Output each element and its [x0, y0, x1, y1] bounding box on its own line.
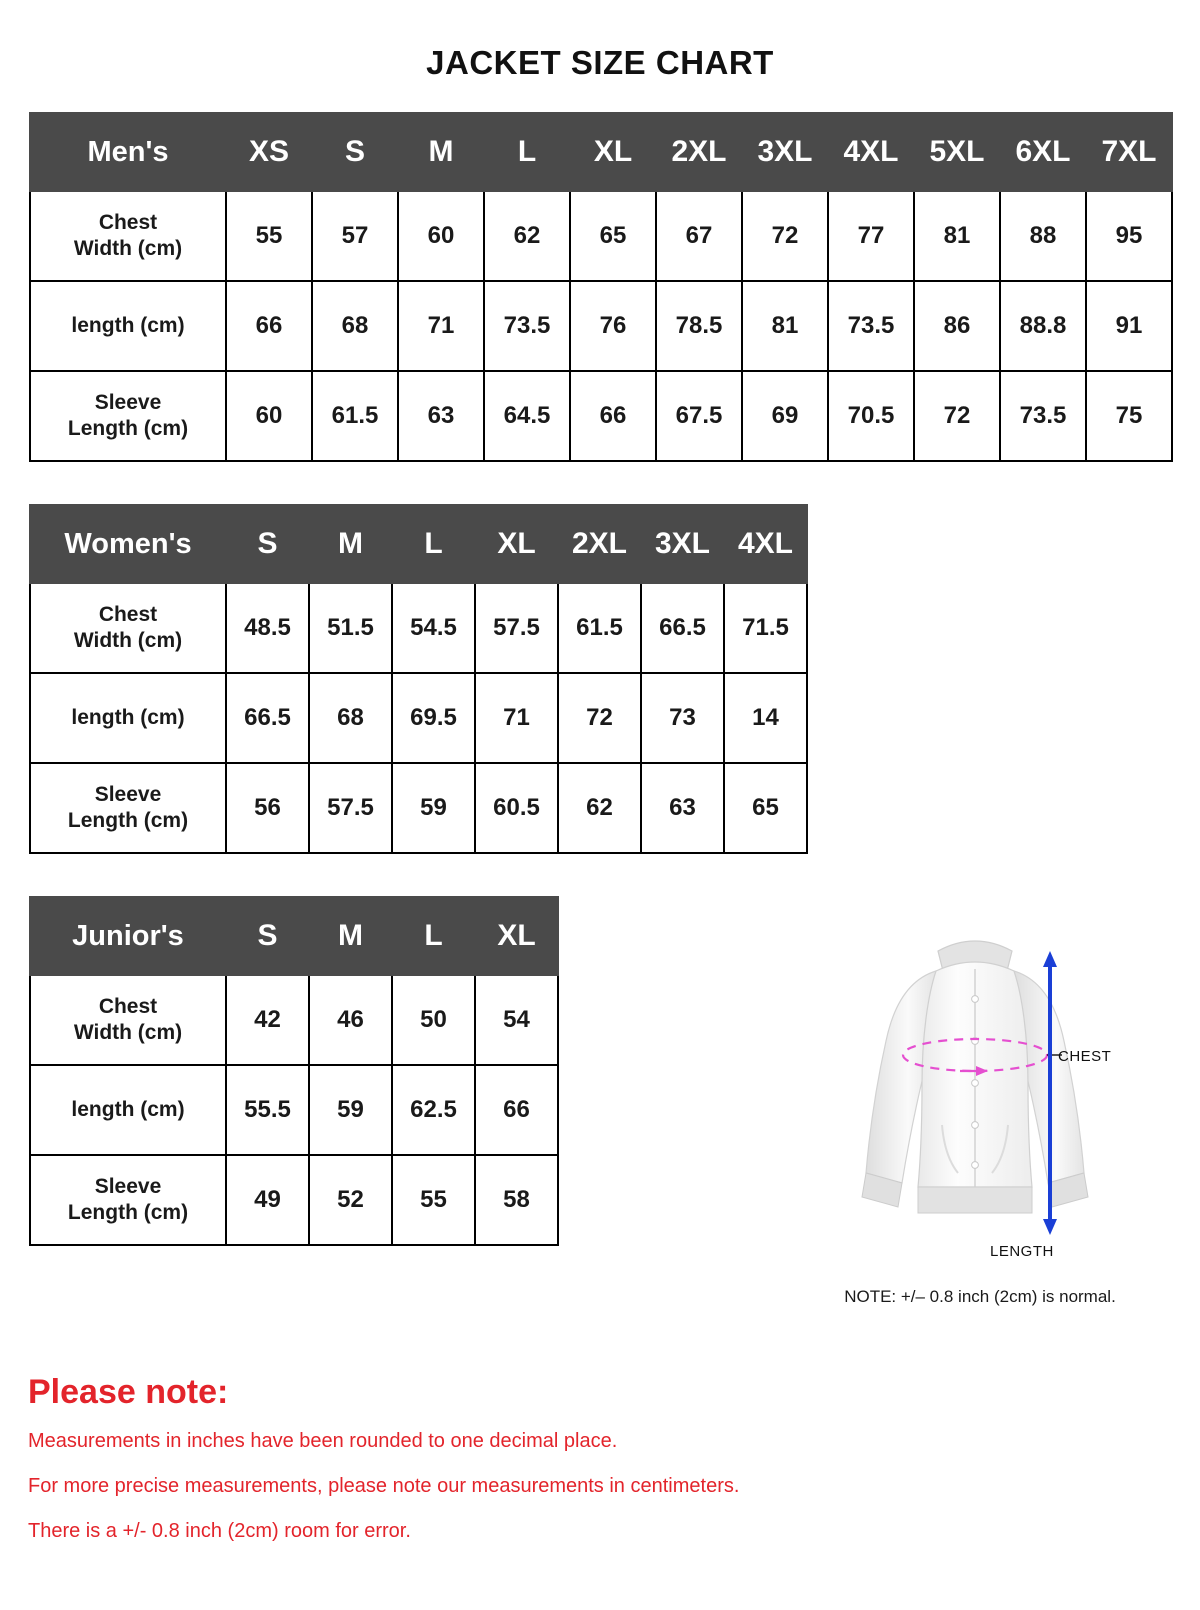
cell: 66 [226, 281, 312, 371]
row-label-sleeve-length [30, 763, 226, 853]
cell: 54 [475, 975, 558, 1065]
size-header-l: L [392, 505, 475, 583]
row-label-chest-width [30, 191, 226, 281]
cell: 50 [392, 975, 475, 1065]
cell: 66.5 [641, 583, 724, 673]
size-header-l: L [392, 897, 475, 975]
cell: 69.5 [392, 673, 475, 763]
cell: 65 [570, 191, 656, 281]
row-label-line2: Width (cm) [73, 629, 183, 652]
size-header-xl: XL [475, 897, 558, 975]
jacket-icon [810, 925, 1140, 1265]
table-spacer [0, 854, 1200, 896]
table-header-row [30, 113, 1172, 191]
size-header-3xl: 3XL [742, 113, 828, 191]
cell: 61.5 [312, 371, 398, 461]
please-note-section [28, 1373, 1168, 1565]
row-label-line1: Chest [98, 994, 158, 1018]
table-header-row [30, 505, 807, 583]
cell: 57.5 [475, 583, 558, 673]
size-header-5xl: 5XL [914, 113, 1000, 191]
size-header-6xl: 6XL [1000, 113, 1086, 191]
cell: 55 [226, 191, 312, 281]
cell: 73.5 [828, 281, 914, 371]
size-header-xl: XL [475, 505, 558, 583]
cell: 70.5 [828, 371, 914, 461]
row-label-chest-width [30, 583, 226, 673]
please-note-line-2: For more precise measurements, please note our measurements in centimeters. [28, 1475, 740, 1497]
size-header-m: M [309, 897, 392, 975]
table-row [30, 371, 1172, 461]
row-label-line1: Sleeve [94, 782, 162, 806]
row-label-length [30, 673, 226, 763]
cell: 66.5 [226, 673, 309, 763]
womens-table-title: Women's [30, 505, 226, 583]
table-header-row [30, 897, 558, 975]
cell: 77 [828, 191, 914, 281]
juniors-size-table [29, 896, 559, 1246]
cell: 46 [309, 975, 392, 1065]
row-label-line1: Sleeve [94, 390, 162, 414]
cell: 57.5 [309, 763, 392, 853]
size-header-2xl: 2XL [558, 505, 641, 583]
size-header-l: L [484, 113, 570, 191]
measurement-illustration [790, 925, 1170, 1325]
size-header-2xl: 2XL [656, 113, 742, 191]
size-header-7xl: 7XL [1086, 113, 1172, 191]
cell: 71.5 [724, 583, 807, 673]
cell: 48.5 [226, 583, 309, 673]
cell: 62.5 [392, 1065, 475, 1155]
cell: 71 [475, 673, 558, 763]
cell: 71 [398, 281, 484, 371]
cell: 55.5 [226, 1065, 309, 1155]
womens-size-table [29, 504, 808, 854]
row-label-line2: Width (cm) [73, 237, 183, 260]
size-header-xs: XS [226, 113, 312, 191]
cell: 73.5 [1000, 371, 1086, 461]
cell: 88.8 [1000, 281, 1086, 371]
row-label-line1: length (cm) [71, 313, 185, 337]
cell: 72 [914, 371, 1000, 461]
juniors-table-title: Junior's [30, 897, 226, 975]
please-note-heading: Please note: [28, 1373, 229, 1411]
cell: 95 [1086, 191, 1172, 281]
row-label-length [30, 1065, 226, 1155]
row-label-line1: Sleeve [94, 1174, 162, 1198]
cell: 54.5 [392, 583, 475, 673]
table-row [30, 191, 1172, 281]
cell: 60 [226, 371, 312, 461]
table-spacer [0, 462, 1200, 504]
table-row [30, 763, 807, 853]
cell: 91 [1086, 281, 1172, 371]
cell: 69 [742, 371, 828, 461]
row-label-length [30, 281, 226, 371]
size-header-4xl: 4XL [724, 505, 807, 583]
table-row [30, 281, 1172, 371]
row-label-line2: Width (cm) [73, 1021, 183, 1044]
cell: 49 [226, 1155, 309, 1245]
table-row [30, 1155, 558, 1245]
cell: 51.5 [309, 583, 392, 673]
cell: 64.5 [484, 371, 570, 461]
size-header-s: S [312, 113, 398, 191]
cell: 65 [724, 763, 807, 853]
cell: 60.5 [475, 763, 558, 853]
size-header-m: M [309, 505, 392, 583]
row-label-sleeve-length [30, 371, 226, 461]
cell: 67.5 [656, 371, 742, 461]
length-label: LENGTH [990, 1243, 1054, 1260]
jacket-diagram [810, 925, 1140, 1260]
row-label-line1: length (cm) [71, 1097, 185, 1121]
row-label-chest-width [30, 975, 226, 1065]
size-header-3xl: 3XL [641, 505, 724, 583]
cell: 61.5 [558, 583, 641, 673]
please-note-line-1: Measurements in inches have been rounded to one decimal place. [28, 1430, 618, 1452]
cell: 75 [1086, 371, 1172, 461]
cell: 88 [1000, 191, 1086, 281]
cell: 55 [392, 1155, 475, 1245]
page-title: JACKET SIZE CHART [426, 44, 774, 81]
row-label-line1: length (cm) [71, 705, 185, 729]
cell: 14 [724, 673, 807, 763]
cell: 72 [558, 673, 641, 763]
cell: 68 [309, 673, 392, 763]
cell: 66 [570, 371, 656, 461]
cell: 63 [398, 371, 484, 461]
cell: 73 [641, 673, 724, 763]
row-label-sleeve-length [30, 1155, 226, 1245]
cell: 78.5 [656, 281, 742, 371]
row-label-line1: Chest [98, 602, 158, 626]
cell: 72 [742, 191, 828, 281]
cell: 63 [641, 763, 724, 853]
cell: 59 [392, 763, 475, 853]
row-label-line2: Length (cm) [67, 809, 189, 832]
row-label-line1: Chest [98, 210, 158, 234]
cell: 68 [312, 281, 398, 371]
table-row [30, 1065, 558, 1155]
cell: 62 [484, 191, 570, 281]
row-label-line2: Length (cm) [67, 1201, 189, 1224]
cell: 66 [475, 1065, 558, 1155]
table-row [30, 673, 807, 763]
size-header-xl: XL [570, 113, 656, 191]
size-header-m: M [398, 113, 484, 191]
chest-label: CHEST [1058, 1048, 1112, 1065]
size-header-4xl: 4XL [828, 113, 914, 191]
cell: 81 [742, 281, 828, 371]
table-row [30, 975, 558, 1065]
cell: 56 [226, 763, 309, 853]
mens-size-table [29, 112, 1173, 462]
row-label-line2: Length (cm) [67, 417, 189, 440]
cell: 67 [656, 191, 742, 281]
cell: 62 [558, 763, 641, 853]
cell: 73.5 [484, 281, 570, 371]
cell: 52 [309, 1155, 392, 1245]
cell: 81 [914, 191, 1000, 281]
tolerance-note: NOTE: +/– 0.8 inch (2cm) is normal. [844, 1287, 1116, 1306]
mens-table-title: Men's [30, 113, 226, 191]
size-header-s: S [226, 505, 309, 583]
table-row [30, 583, 807, 673]
size-header-s: S [226, 897, 309, 975]
cell: 42 [226, 975, 309, 1065]
cell: 76 [570, 281, 656, 371]
cell: 60 [398, 191, 484, 281]
cell: 59 [309, 1065, 392, 1155]
please-note-line-3: There is a +/- 0.8 inch (2cm) room for error. [28, 1520, 411, 1542]
cell: 57 [312, 191, 398, 281]
cell: 86 [914, 281, 1000, 371]
cell: 58 [475, 1155, 558, 1245]
